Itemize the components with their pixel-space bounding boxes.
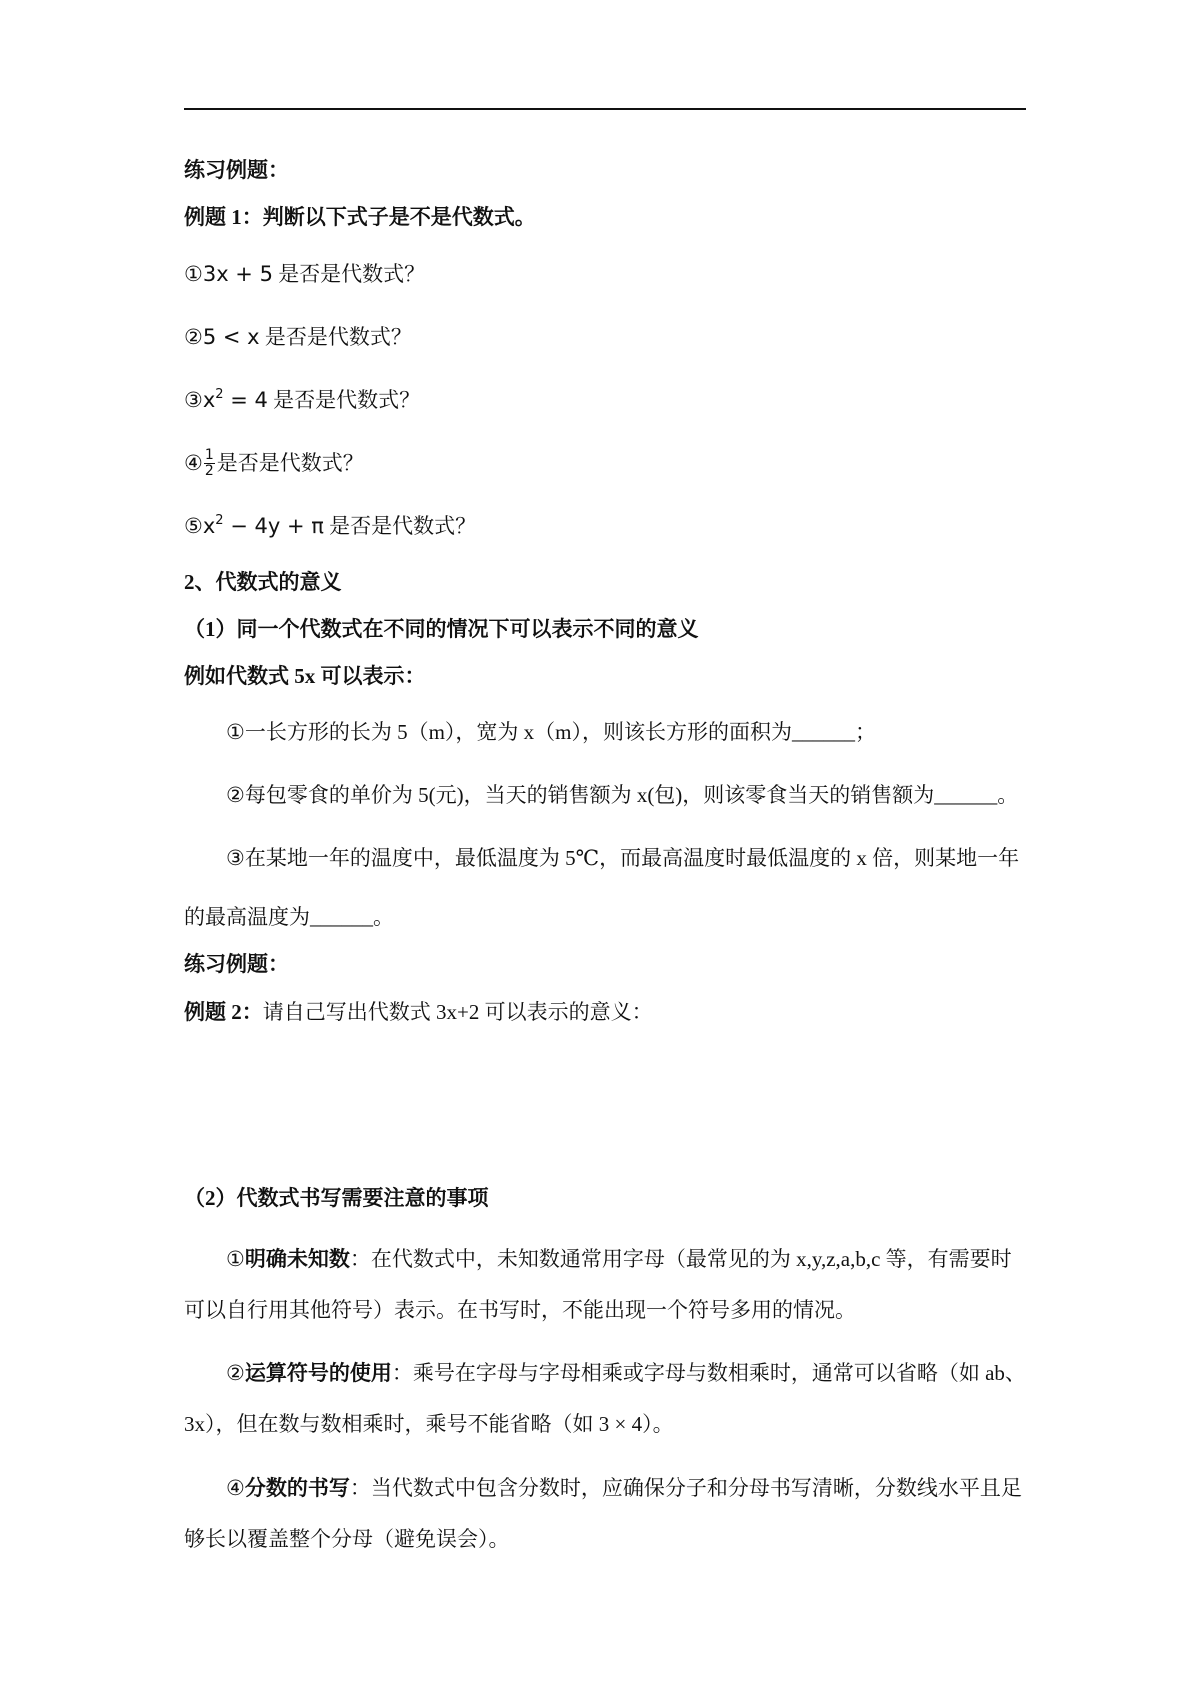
item-question: 是否是代数式？ (272, 262, 426, 286)
item-marker: ② (184, 325, 203, 349)
case-text: 一长方形的长为 5（m），宽为 x（m），则该长方形的面积为______； (244, 720, 876, 744)
note-3-line-2: 够长以覆盖整个分母（避免误会）。 (184, 1527, 510, 1551)
example-2-text: 请自己写出代数式 3x+2 可以表示的意义： (262, 1000, 653, 1024)
example-1-item-2 (184, 323, 412, 351)
note-keyword: 分数的书写 (244, 1476, 350, 1500)
item-marker: ③ (184, 388, 203, 412)
note-2-line-1 (226, 1359, 1026, 1387)
item-marker: ④ (184, 451, 203, 475)
section-heading-meaning: 2、代数式的意义 (184, 570, 342, 594)
math-expression: 5 < x (202, 325, 260, 349)
meaning-case-2 (226, 781, 1018, 809)
expr-base: x (202, 514, 216, 538)
note-1-line-1 (226, 1245, 1012, 1273)
expr-exponent: 2 (215, 513, 224, 528)
example-1-item-5 (184, 512, 476, 540)
item-marker: ① (226, 1247, 245, 1271)
fraction (204, 448, 215, 479)
expr-rest: = 4 (223, 388, 268, 412)
example-1-item-1 (184, 260, 425, 288)
note-text: ：当代数式中包含分数时，应确保分子和分母书写清晰，分数线水平且足 (349, 1476, 1022, 1500)
item-marker: ② (226, 1361, 245, 1385)
item-question: 是否是代数式？ (267, 388, 421, 412)
item-marker: ③ (226, 846, 245, 870)
note-keyword: 明确未知数 (244, 1247, 350, 1271)
case-text: 每包零食的单价为 5(元)，当天的销售额为 x(包)，则该零食当天的销售额为______。 (244, 783, 1019, 807)
expr-base: x (202, 388, 216, 412)
item-marker: ④ (226, 1476, 245, 1500)
item-marker: ① (184, 262, 203, 286)
math-expression (203, 514, 324, 538)
note-3-line-1 (226, 1474, 1022, 1502)
section-title-practice-2: 练习例题： (184, 952, 289, 976)
meaning-case-1 (226, 718, 876, 746)
item-marker: ⑤ (184, 514, 203, 538)
fraction-numerator: 1 (204, 446, 214, 463)
example-2-label: 例题 2： (184, 1000, 263, 1024)
example-1-title: 例题 1：判断以下式子是不是代数式。 (184, 205, 536, 229)
fraction-denominator: 2 (204, 462, 214, 479)
example-2 (184, 998, 653, 1026)
meaning-case-3-continued: 的最高温度为______。 (184, 905, 394, 929)
item-marker: ① (226, 720, 245, 744)
note-2-line-2: 3x），但在数与数相乘时，乘号不能省略（如 3 × 4）。 (184, 1412, 674, 1436)
expr-rest: − 4y + π (223, 514, 324, 538)
math-expression (203, 388, 268, 412)
note-keyword: 运算符号的使用 (244, 1361, 392, 1385)
header-rule (184, 108, 1026, 110)
item-marker: ② (226, 783, 245, 807)
note-1-line-2: 可以自行用其他符号）表示。在书写时，不能出现一个符号多用的情况。 (184, 1298, 856, 1322)
item-question: 是否是代数式？ (323, 514, 477, 538)
note-text: ：在代数式中，未知数通常用字母（最常见的为 x,y,z,a,b,c 等，有需要时 (349, 1247, 1012, 1271)
item-question: 是否是代数式？ (259, 325, 412, 349)
subheading-1: （1）同一个代数式在不同的情况下可以表示不同的意义 (184, 617, 699, 641)
item-question: 是否是代数式？ (216, 451, 364, 475)
example-1-item-3 (184, 386, 420, 414)
math-expression: 3x + 5 (202, 262, 273, 286)
case-text: 在某地一年的温度中，最低温度为 5℃，而最高温度时最低温度的 x 倍，则某地一年 (244, 846, 1020, 870)
notes-heading: （2）代数式书写需要注意的事项 (184, 1186, 489, 1210)
example-1-item-4 (184, 446, 364, 481)
section-title-practice-1: 练习例题： (184, 158, 289, 182)
expr-exponent: 2 (215, 387, 224, 402)
meaning-case-3 (226, 844, 1019, 872)
meaning-intro: 例如代数式 5x 可以表示： (184, 664, 426, 688)
note-text: ：乘号在字母与字母相乘或字母与数相乘时，通常可以省略（如 ab、 (391, 1361, 1026, 1385)
